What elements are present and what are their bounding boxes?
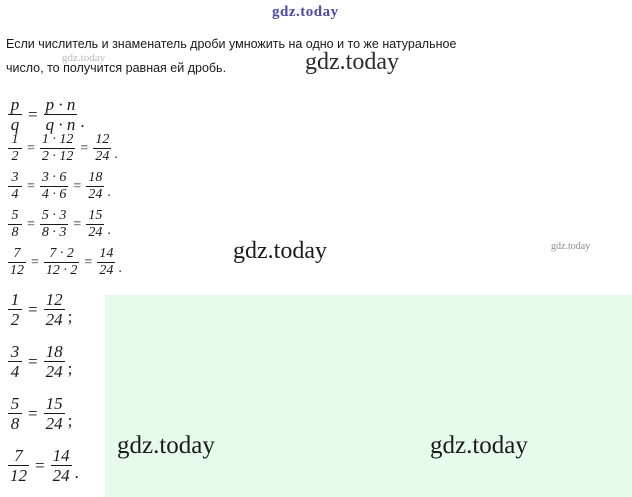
semicolon: ;: [67, 410, 73, 430]
semicolon: ;: [67, 306, 73, 326]
fraction-c: $\frac{14}{24}$: [52, 446, 70, 486]
equals-sign: =: [73, 178, 82, 194]
equals-sign: =: [80, 140, 89, 156]
watermark-top: gdz.today: [272, 4, 339, 20]
fraction-b: $\frac{7 \cdot 2}{12 \cdot 2}$: [45, 246, 78, 279]
formula-row-4: [6, 247, 122, 279]
equals-sign: =: [28, 351, 38, 371]
fraction-c: $\frac{14}{24}$: [99, 246, 114, 279]
fraction-a: $\frac{5}{8}$: [8, 395, 22, 433]
fraction-a: $\frac{3}{4}$: [8, 343, 22, 381]
equals-sign: =: [28, 299, 38, 319]
fraction-a: $\frac{5}{8}$: [8, 209, 22, 241]
green-highlight-panel: [105, 295, 632, 497]
equals-sign: =: [35, 455, 45, 475]
watermark-bottom-left: gdz.today: [117, 432, 215, 459]
fraction-b: $\frac{3 \cdot 6}{4 \cdot 6}$: [41, 170, 67, 203]
period: .: [74, 462, 79, 482]
watermark-small-grey: gdz.today: [62, 52, 106, 64]
watermark-mid-dark: gdz.today: [305, 49, 399, 75]
formula-row-1: [6, 133, 118, 165]
fraction-c: $\frac{15}{24}$: [45, 394, 63, 434]
answer-row-1: [6, 291, 72, 329]
period: .: [80, 111, 85, 131]
fraction-b: $\frac{5 \cdot 3}{8 \cdot 3}$: [41, 208, 67, 241]
period: .: [114, 146, 118, 162]
fraction-c: $\frac{15}{24}$: [88, 208, 103, 241]
formula-row-3: [6, 209, 111, 241]
fraction-a: $\frac{7}{12}$: [10, 446, 27, 486]
fraction-c: $\frac{12}{24}$: [45, 290, 63, 330]
statement-line-1: Если числитель и знаменатель дроби умножить на одно и то же натуральное: [6, 37, 457, 51]
fraction-c: $\frac{18}{24}$: [45, 342, 63, 382]
formula-general-rule: [6, 96, 85, 134]
answer-row-3: [6, 395, 72, 433]
equals-sign: =: [84, 254, 93, 270]
equals-sign: =: [31, 254, 39, 270]
fraction-pn-qn: $\frac{p \cdot n}{q \cdot n}$: [45, 95, 76, 135]
watermark-right-small: gdz.today: [551, 241, 591, 252]
answer-row-4: [6, 447, 79, 485]
fraction-a: $\frac{1}{2}$: [8, 133, 22, 165]
fraction-a: $\frac{7}{12}$: [10, 246, 24, 279]
formula-row-2: [6, 171, 111, 203]
fraction-p-q: $\frac{p}{q}$: [8, 96, 22, 134]
equals-sign: =: [28, 104, 38, 124]
equals-sign: =: [27, 216, 35, 232]
watermark-bottom-right: gdz.today: [430, 432, 528, 459]
equals-sign: =: [28, 403, 38, 423]
fraction-a: $\frac{3}{4}$: [8, 171, 22, 203]
watermark-center: gdz.today: [233, 238, 327, 264]
statement-line-2: число, то получится равная ей дробь.: [6, 61, 227, 75]
period: .: [107, 222, 111, 238]
equals-sign: =: [27, 178, 35, 194]
equals-sign: =: [27, 140, 35, 156]
semicolon: ;: [67, 358, 73, 378]
answer-row-2: [6, 343, 72, 381]
fraction-c: $\frac{18}{24}$: [88, 170, 103, 203]
period: .: [118, 260, 122, 276]
equals-sign: =: [73, 216, 82, 232]
period: .: [107, 184, 111, 200]
fraction-b: $\frac{1 \cdot 12}{2 \cdot 12}$: [41, 132, 74, 165]
fraction-c: $\frac{12}{24}$: [95, 132, 110, 165]
fraction-a: $\frac{1}{2}$: [8, 291, 22, 329]
